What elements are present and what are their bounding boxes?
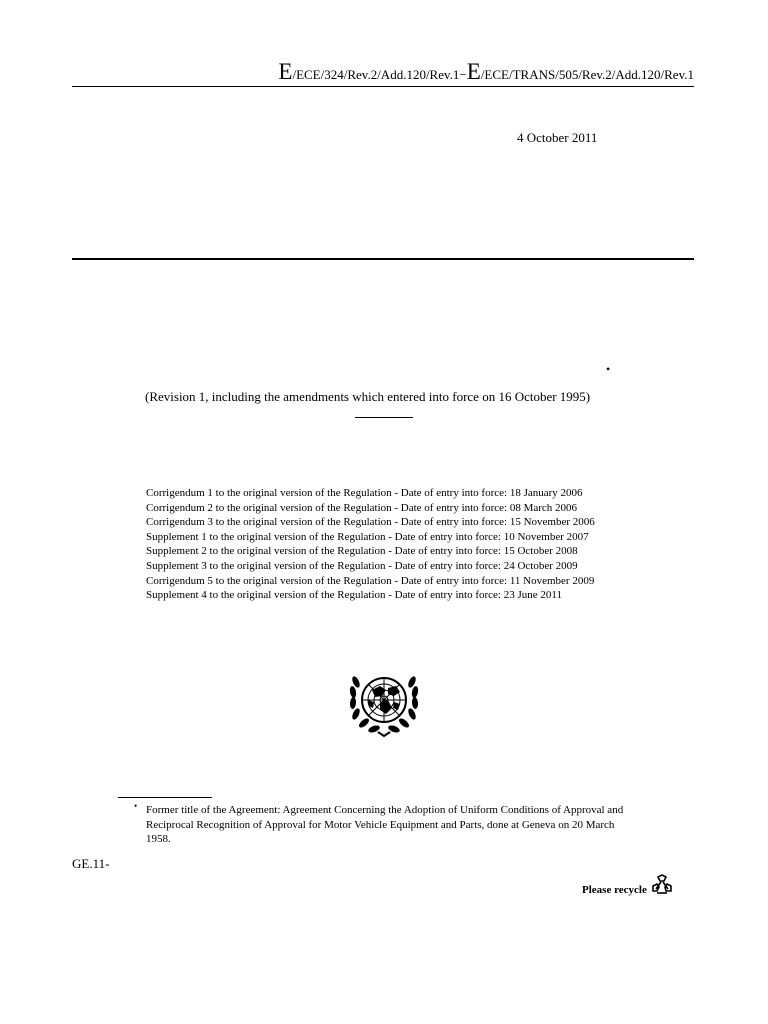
document-symbol <box>72 58 694 86</box>
header-rule <box>72 86 694 87</box>
recycle-notice <box>582 872 675 900</box>
recycle-label: Please recycle <box>582 884 647 896</box>
title-rule <box>72 258 694 260</box>
footnote-text: Former title of the Agreement: Agreement Concerning the Adoption of Uniform Conditions of Approval and Reciprocal Recognition of Approval for Motor Vehicle Equipment and Parts, done at Geneva on 20 March 1958. <box>146 804 624 846</box>
list-item: Corrigendum 3 to the original version of the Regulation - Date of entry into force: 15 November 2006 <box>146 516 595 529</box>
symbol-1-letter: E <box>278 59 293 84</box>
list-item: Supplement 2 to the original version of the Regulation - Date of entry into force: 15 October 2008 <box>146 545 578 558</box>
list-item: Supplement 3 to the original version of the Regulation - Date of entry into force: 24 October 2009 <box>146 559 578 572</box>
recycle-icon <box>649 873 675 899</box>
list-item: Corrigendum 5 to the original version of the Regulation - Date of entry into force: 11 November 2009 <box>146 574 595 587</box>
symbol-1-rest: /ECE/324/Rev.2/Add.120/Rev.1 <box>292 67 460 82</box>
list-item: Supplement 4 to the original version of the Regulation - Date of entry into force: 23 June 2011 <box>146 589 562 602</box>
revision-note: (Revision 1, including the amendments which entered into force on 16 October 1995) <box>145 389 591 404</box>
un-emblem-icon <box>342 670 426 738</box>
symbol-2-rest: /ECE/TRANS/505/Rev.2/Add.120/Rev.1 <box>480 67 694 82</box>
list-item: Corrigendum 1 to the original version of the Regulation - Date of entry into force: 18 January 2006 <box>146 487 583 499</box>
separator-rule <box>355 417 413 418</box>
symbol-separator: − <box>459 67 467 82</box>
supplements-list <box>146 486 595 603</box>
document-date: 4 October 2011 <box>517 130 598 145</box>
job-number: GE.11- <box>72 856 110 871</box>
list-item: Corrigendum 2 to the original version of the Regulation - Date of entry into force: 08 March 2006 <box>146 501 578 514</box>
footnote-mark: • <box>134 801 138 811</box>
list-item: Supplement 1 to the original version of the Regulation - Date of entry into force: 10 November 2007 <box>146 530 589 543</box>
footnote-rule <box>118 797 212 798</box>
symbol-2-letter: E <box>466 59 481 84</box>
title-footnote-mark: • <box>606 362 611 376</box>
